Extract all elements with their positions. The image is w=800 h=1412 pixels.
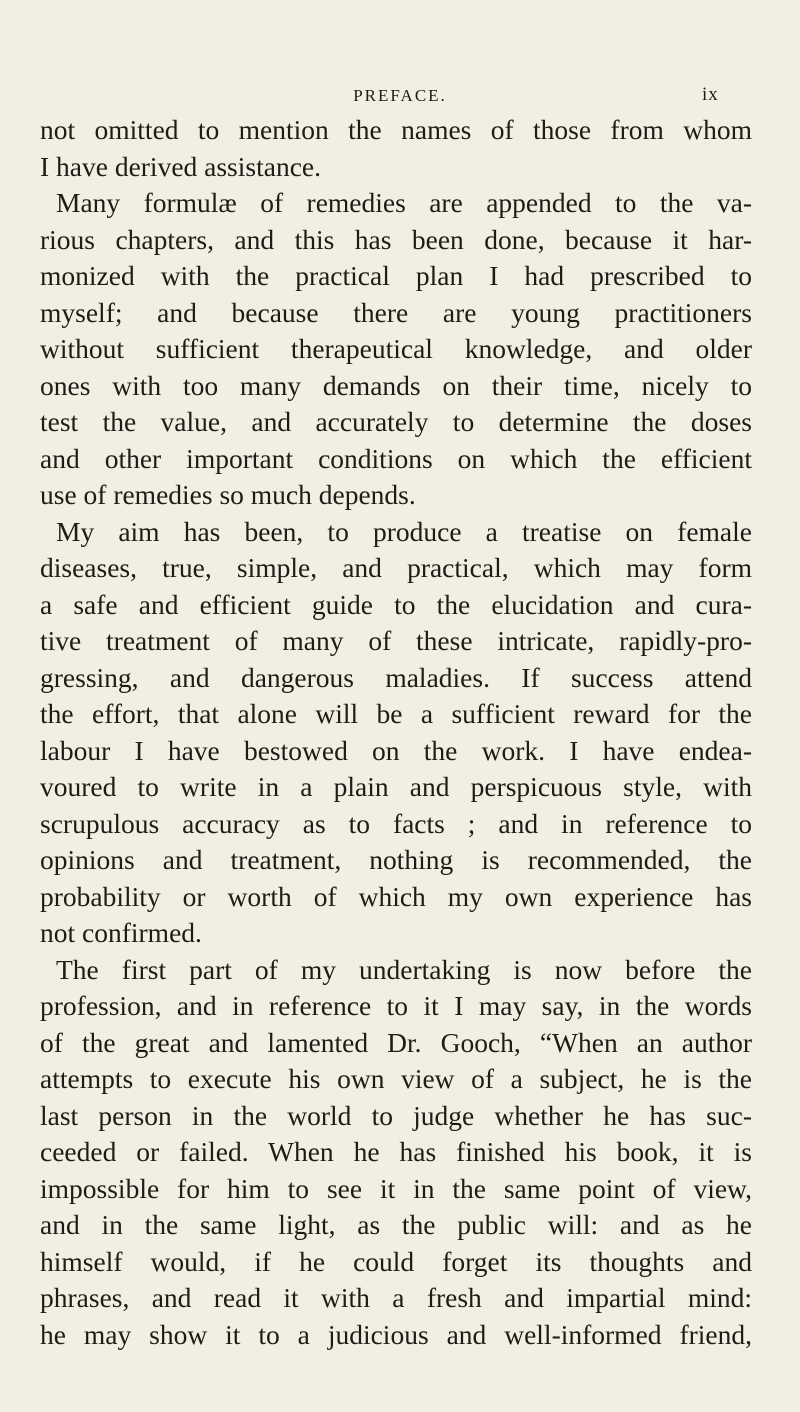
text-line: My aim has been, to produce a treatise on female bbox=[56, 515, 752, 547]
paragraph bbox=[40, 514, 752, 952]
running-head-title: PREFACE. bbox=[353, 86, 447, 105]
text-line: test the value, and accurately to determine the doses bbox=[40, 406, 752, 437]
paragraph bbox=[40, 952, 752, 1354]
text-line: of the great and lamented Dr. Gooch, “When an author bbox=[40, 1026, 752, 1058]
paragraph bbox=[40, 185, 752, 514]
body-text bbox=[40, 112, 752, 1353]
text-line: last person in the world to judge whether he has suc- bbox=[40, 1099, 752, 1131]
text-line: use of remedies so much depends. bbox=[40, 479, 416, 510]
text-line: ceeded or failed. When he has finished his book, it is bbox=[40, 1136, 752, 1167]
text-line: rious chapters, and this has been done, because it har- bbox=[40, 223, 752, 255]
text-line: he may show it to a judicious and well-informed friend, bbox=[40, 1318, 752, 1350]
text-line: The first part of my undertaking is now before the bbox=[56, 953, 752, 985]
text-line: impossible for him to see it in the same point of view, bbox=[40, 1172, 752, 1204]
text-line: Many formulæ of remedies are appended to the va- bbox=[56, 187, 752, 218]
text-line: phrases, and read it with a fresh and impartial mind: bbox=[40, 1282, 752, 1313]
text-line: myself; and because there are young practitioners bbox=[40, 296, 752, 328]
text-line: without sufficient therapeutical knowledge, and older bbox=[40, 333, 752, 364]
text-line: voured to write in a plain and perspicuous style, with bbox=[40, 771, 752, 802]
text-line: and in the same light, as the public will: and as he bbox=[40, 1209, 752, 1240]
text-line: diseases, true, simple, and practical, which may form bbox=[40, 552, 752, 583]
text-line: opinions and treatment, nothing is recommended, the bbox=[40, 844, 752, 875]
running-head bbox=[40, 84, 760, 108]
text-line: not confirmed. bbox=[40, 917, 202, 948]
text-line: the effort, that alone will be a sufficient reward for the bbox=[40, 698, 752, 729]
text-line: scrupulous accuracy as to facts ; and in reference to bbox=[40, 807, 752, 839]
text-line: labour I have bestowed on the work. I have endea- bbox=[40, 734, 752, 766]
text-line: ones with too many demands on their time, nicely to bbox=[40, 369, 752, 401]
text-line: attempts to execute his own view of a subject, he is the bbox=[40, 1063, 752, 1094]
text-line: probability or worth of which my own experience has bbox=[40, 880, 752, 912]
text-line: himself would, if he could forget its thoughts and bbox=[40, 1245, 752, 1277]
text-line: I have derived assistance. bbox=[40, 150, 321, 182]
text-line: and other important conditions on which the efficient bbox=[40, 442, 752, 474]
text-line: profession, and in reference to it I may say, in the words bbox=[40, 990, 752, 1021]
text-line: a safe and efficient guide to the elucidation and cura- bbox=[40, 588, 752, 620]
page-number: ix bbox=[702, 84, 719, 105]
text-line: not omitted to mention the names of those from whom bbox=[40, 114, 752, 145]
text-line: gressing, and dangerous maladies. If success attend bbox=[40, 661, 752, 693]
text-line: monized with the practical plan I had prescribed to bbox=[40, 260, 752, 291]
paragraph bbox=[40, 112, 752, 185]
text-line: tive treatment of many of these intricate, rapidly-pro- bbox=[40, 625, 752, 656]
